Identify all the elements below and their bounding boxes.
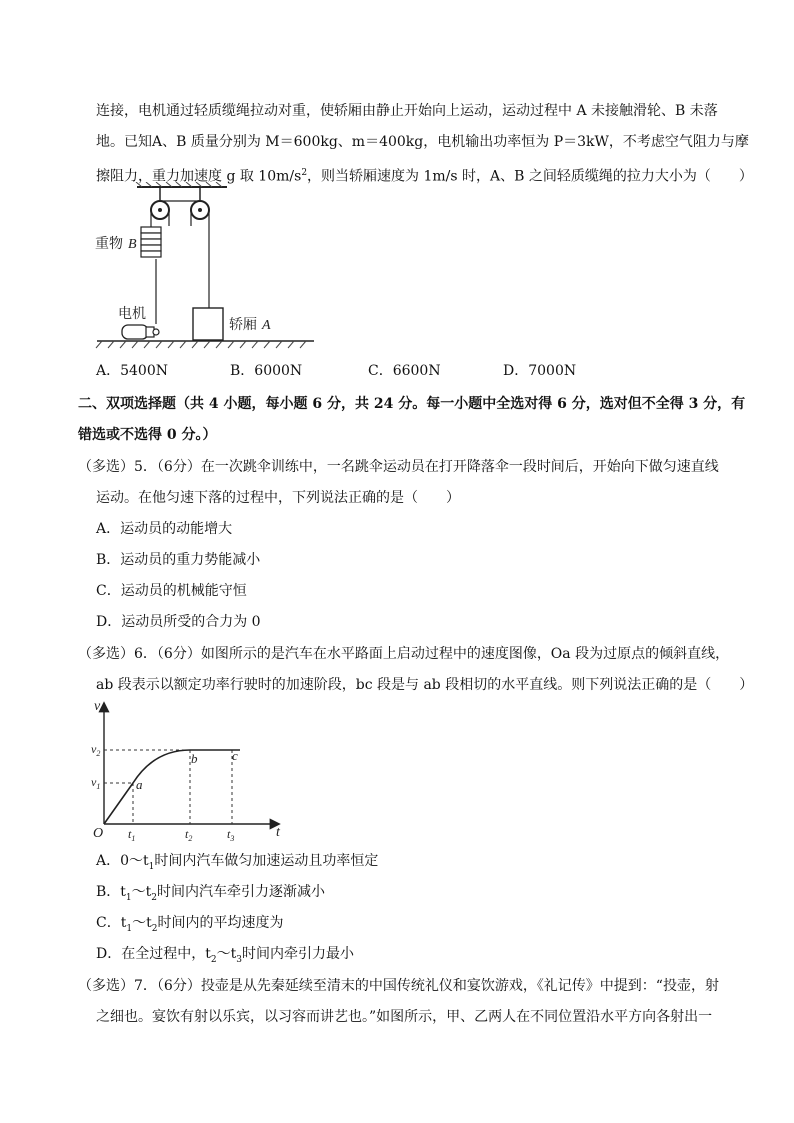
q5-option-a: A．运动员的动能增大 [96,521,233,537]
t3-label: $t_3$ [227,827,235,843]
q5-stem-line-2: 运动。在他匀速下落的过程中，下列说法正确的是（ ） [96,490,460,506]
q4-option-d: D．7000N [503,363,577,379]
t2-label: $t_2$ [185,827,193,843]
t1-label: $t_1$ [128,827,136,843]
weight-label: 重物 [95,237,123,252]
q4-text-line-2: 地。已知A、B 质量分别为 M＝600kg、m＝400kg，电机输出功率恒为 P＝3kW，不考虑空气阻力与摩 [96,134,749,150]
elevator-pulley-figure [92,182,318,354]
q7-stem-line-1: （多选）7．（6分）投壶是从先秦延续至清末的中国传统礼仪和宴饮游戏，《礼记传》中提到：“投壶，射 [78,978,719,994]
point-a-label: a [136,777,143,792]
section-heading-line-2: 错选或不选得 0 分。） [78,427,217,443]
car-label: 轿厢 [229,318,257,333]
v2-label: $v_2$ [91,742,101,758]
velocity-time-graph [90,698,290,843]
t-axis-label: t [276,825,280,840]
q4-option-a: A．5400N [96,363,168,379]
q5-option-d: D．运动员所受的合力为 0 [96,614,261,630]
q6-option-a: A．$0\sim t_1$时间内汽车做匀加速运动且功率恒定 [96,853,379,872]
q4-line3-pre: 擦阻力，重力加速度 g 取 10m/s [96,168,302,185]
q4-option-c: C．6600N [368,363,441,379]
q6-option-c: C．$t_1\sim t_2$时间内的平均速度为 [96,915,284,934]
section-heading-line-1: 二、双项选择题（共 4 小题，每小题 6 分，共 24 分。每一小题中全选对得 6 分，选对但不全得 3 分，有 [78,396,746,412]
v-axis-label: v [94,699,101,714]
q6-stem-line-2: ab 段表示以额定功率行驶时的加速阶段，bc 段是与 ab 段相切的水平直线。则下列说法正确的是（ ） [96,677,754,693]
q4-line3-post: ，则当轿厢速度为 1m/s 时，A、B 之间轻质缆绳的拉力大小为（ ） [307,168,753,185]
car-letter: A [262,318,271,333]
q5-stem-line-1: （多选）5．（6分）在一次跳伞训练中，一名跳伞运动员在打开降落伞一段时间后，开始向下做匀速直线 [78,459,719,475]
q6-option-b: B．$t_1\sim t_2$时间内汽车牵引力逐渐减小 [96,884,326,903]
weight-letter: B [128,237,137,252]
q5-option-c: C．运动员的机械能守恒 [96,583,247,599]
q5-option-b: B．运动员的重力势能减小 [96,552,261,568]
v1-label: $v_1$ [91,775,101,791]
q4-text-line-1: 连接，电机通过轻质缆绳拉动对重，使轿厢由静止开始向上运动，运动过程中 A 未接触滑轮、B 未落 [96,103,718,119]
origin-label: O [93,826,104,841]
q6-stem-line-1: （多选）6．（6分）如图所示的是汽车在水平路面上启动过程中的速度图像，Oa 段为过原点的倾斜直线， [78,646,730,662]
point-c-label: c [232,748,238,763]
q4-line3-sup: 2 [301,168,308,178]
point-b-label: b [191,751,198,766]
q7-stem-line-2: 之细也。宴饮有射以乐宾，以习容而讲艺也。”如图所示，甲、乙两人在不同位置沿水平方向各射出一 [96,1009,713,1025]
motor-label: 电机 [118,307,146,322]
q4-option-b: B．6000N [230,363,303,379]
q6-option-d: D．在全过程中，$t_2\sim t_3$时间内牵引力最小 [96,946,354,965]
